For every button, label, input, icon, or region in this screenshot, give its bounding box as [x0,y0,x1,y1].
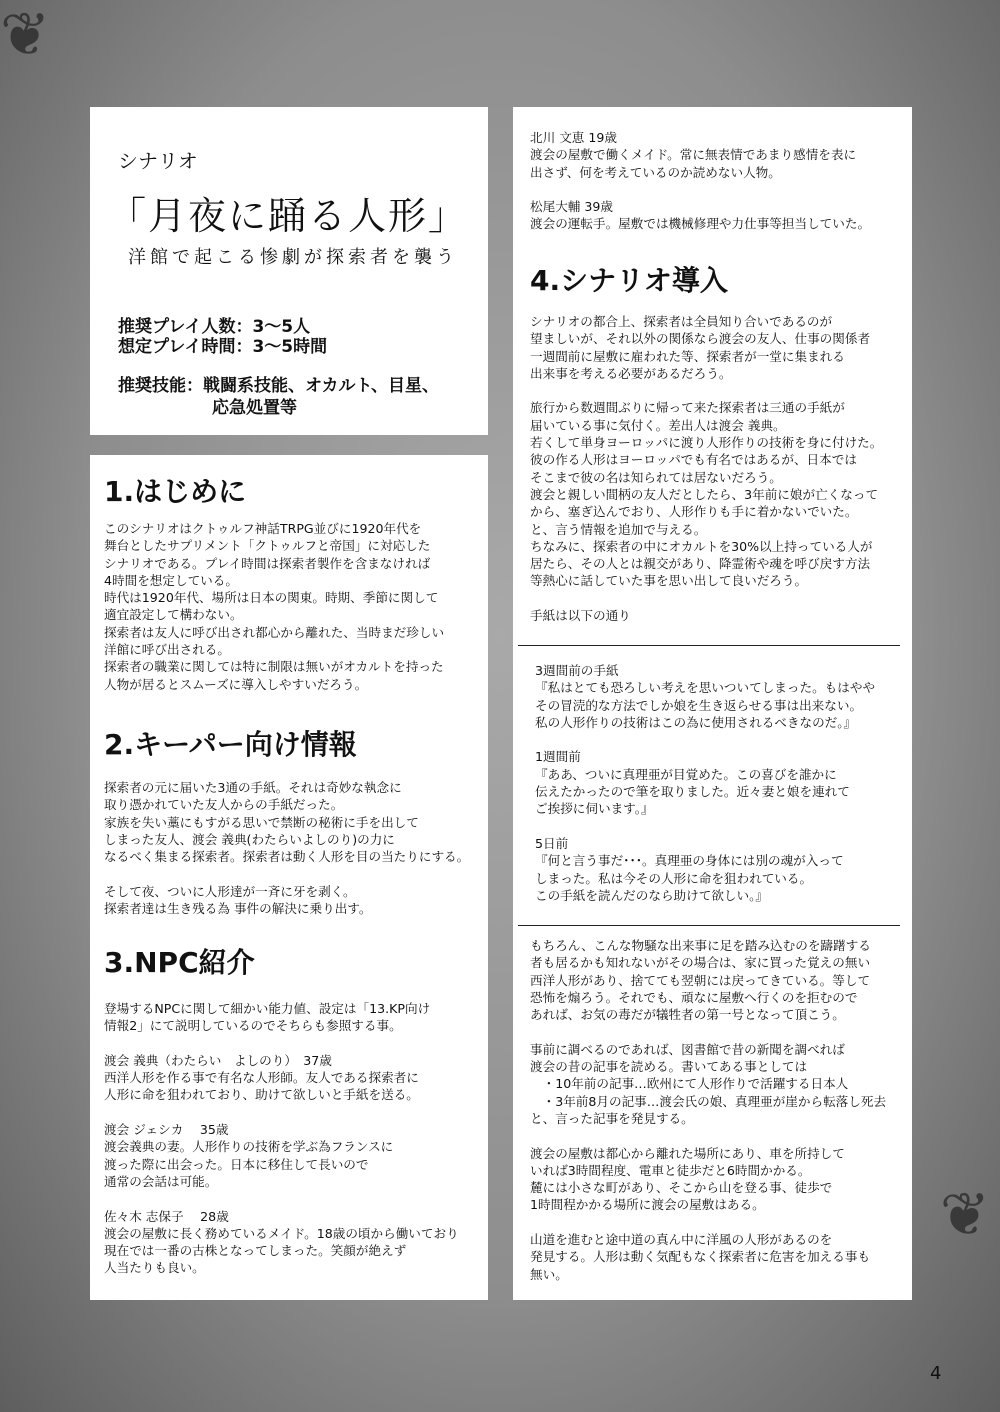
letters-text: 3週間前の手紙 『私はとても恐ろしい考えを思いついてしまった。もはやや その冒涜的な方法でしか娘を生き返らせる事は出来ない。 私の人形作りの技術はこの為に使用されるべきなのだ。』 1週間前 『ああ、ついに真理亜が目覚めた。この喜びを誰かに 伝えたかったので筆を取りました。近々妻と娘を連れて ご挨拶に伺います。』 5日前 『何と言う事だ･･･。真理亜の身体には別の魂が入って しまった。私は今その人形に命を狙われている。 この手紙を読んだのなら助けて欲しい。』 [535,663,876,903]
vine-ornament-top-left: ❦ [0,0,51,70]
section-body-keeper: 探索者の元に届いた3通の手紙。それは奇妙な執念に 取り憑かれていた友人からの手紙だった。 家族を失い藁にもすがる思いで禁断の秘術に手を出して しまった友人、渡会 義典(わたらいよしのり)の力に なるべく集まる探索者。探索者は動く人形を目の当たりにする。 そして夜、ついに人形達が一斉に牙を剥く。 探索者達は生き残る為 事件の解決に乗り出す。 [104,780,470,917]
right-column [513,107,912,1300]
vine-ornament-bottom-right: ❦ [939,1180,990,1250]
npc-continued: 北川 文恵 19歳 渡会の屋敷で働くメイド。常に無表情であまり感情を表に 出さず、何を考えているのか読めない人物。 松尾大輔 39歳 渡会の運転手。屋敷では機械修理や力仕事等担当していた。 [530,130,871,232]
estimated-time: 想定プレイ時間：3〜5時間 [118,337,328,357]
recommended-skills: 推奨技能：戦闘系技能、オカルト、目星、 [118,376,439,396]
scenario-subtitle: 洋館で起こる惨劇が探索者を襲う [128,247,458,268]
recommended-players: 推奨プレイ人数：3〜5人 [118,317,311,337]
title-card [90,107,488,435]
section-heading-keeper: 2.キーパー向け情報 [104,728,357,761]
section-body-scenario-intro: シナリオの都合上、探索者は全員知り合いであるのが 望ましいが、それ以外の関係なら渡会の友人、仕事の関係者 一週間前に屋敷に雇われた等、探索者が一堂に集まれる 出来事を考える必要があるだろう。 旅行から数週間ぶりに帰って来た探索者は三通の手紙が 届いている事に気付く。差出人は渡会 義典。 若くして単身ヨーロッパに渡り人形作りの技術を身に付けた。 彼の作る人形はヨーロッパでも有名ではあるが、日本では そこまで彼の名は知られては居ないだろう。 渡会と親しい間柄の友人だとしたら、3年前に娘が亡くなって から、塞ぎ込んでおり、人形作りも手に着かないでいた。 と、言う情報を追加で与える。 ちなみに、探索者の中にオカルトを30%以上持っている人が 居たら、その人とは親交があり、降霊術や魂を呼び戻す方法 等熱心に話していた事を思い出して良いだろう。 手紙は以下の通り [530,314,883,624]
section-heading-intro: 1.はじめに [104,475,247,508]
scenario-label: シナリオ [118,149,198,173]
section-heading-npc: 3.NPC紹介 [104,946,255,979]
page-number: 4 [930,1363,942,1384]
section-body-intro: このシナリオはクトゥルフ神話TRPG並びに1920年代を 舞台としたサプリメント「クトゥルフと帝国」に対応した シナリオである。プレイ時間は探索者製作を含まなければ 4時間を想定している。 時代は1920年代、場所は日本の関東。時期、季節に関して 適宜設定して構わない。 探索者は友人に呼び出され都心から離れた、当時まだ珍しい 洋館に呼び出される。 探索者の職業に関しては特に制限は無いがオカルトを持った 人物が居るとスムーズに導入しやすいだろう。 [104,521,445,692]
left-column [90,455,488,1300]
recommended-skills-cont: 応急処置等 [212,398,297,418]
section-body-closing: もちろん、こんな物騒な出来事に足を踏み込むのを躊躇する 者も居るかも知れないがその場合は、家に買った覚えの無い 西洋人形があり、捨てても翌朝には戻ってきている。等して 恐怖を煽ろう。それでも、頑なに屋敷へ行くのを拒むので あれば、お気の毒だが犠牲者の第一号となって頂こう。 事前に調べるのであれば、図書館で昔の新聞を調べれば 渡会の昔の記事を読める。書いてある事としては ・10年前の記事…欧州にて人形作りで活躍する日本人 ・3年前8月の記事…渡会氏の娘、真理亜が崖から転落し死去 と、言った記事を発見する。 渡会の屋敷は都心から離れた場所にあり、車を所持して いれば3時間程度、電車と徒歩だと6時間かかる。 麓には小さな町があり、そこから山を登る事、徒歩で 1時間程かかる場所に渡会の屋敷はある。 山道を進むと途中道の真ん中に洋風の人形があるのを 発見する。人形は動く気配もなく探索者に危害を加える事も 無い。 [530,938,887,1282]
section-body-npc: 登場するNPCに関して細かい能力値、設定は「13.KP向け 情報2」にて説明しているのでそちらも参照する事。 渡会 義典（わたらい よしのり） 37歳 西洋人形を作る事で有名な人形師。友人である探索者に 人形に命を狙われており、助けて欲しいと手紙を送る。 渡会 ジェシカ 35歳 渡会義典の妻。人形作りの技術を学ぶ為フランスに 渡った際に出会った。日本に移住して長いので 通常の会話は可能。 佐々木 志保子 28歳 渡会の屋敷に長く務めているメイド。18歳の頃から働いており 現在では一番の古株となってしまった。笑顔が絶えず 人当たりも良い。 [104,1001,459,1276]
divider [518,925,900,926]
section-heading-scenario-intro: 4.シナリオ導入 [530,264,728,297]
divider [518,645,900,646]
scenario-title: 「月夜に踊る人形」 [108,194,469,238]
